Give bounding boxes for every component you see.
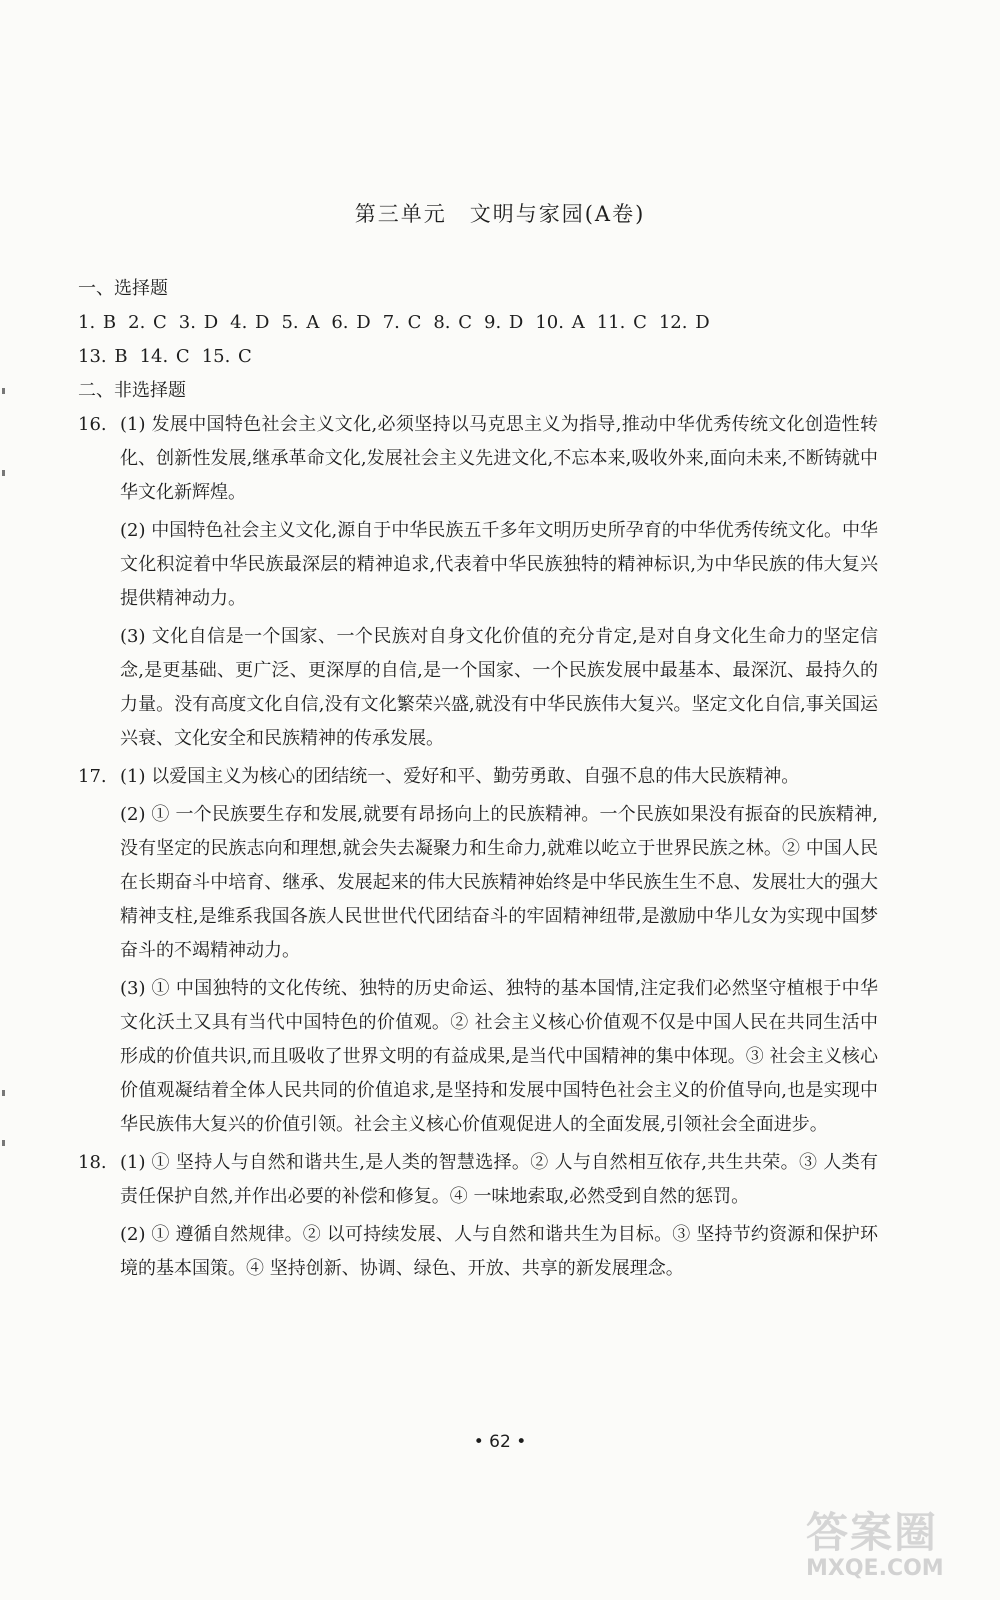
choice-answer: 3. D (178, 312, 219, 333)
scan-mark (2, 1090, 5, 1096)
choice-answer: 12. D (658, 312, 710, 333)
question-17 (78, 760, 878, 1146)
answer-part-2: (2) ① 遵循自然规律。② 以可持续发展、人与自然和谐共生为目标。③ 坚持节约资源和保护环境的基本国策。④ 坚持创新、协调、绿色、开放、共享的新发展理念。 (120, 1224, 878, 1279)
choice-answer: 4. D (230, 312, 270, 333)
choice-answer: 8. C (433, 312, 473, 333)
choice-answers-line-2 (78, 340, 878, 374)
answer-part-2: (2) ① 一个民族要生存和发展,就要有昂扬向上的民族精神。一个民族如果没有振奋的民族精神,没有坚定的民族志向和理想,就会失去凝聚力和生命力,就难以屹立于世界民族之林。② 中国人民在长期奋斗中培育、继承、发展起来的伟大民族精神始终是中华民族生生不息、发展壮大的强大精神支柱,是维系我国各族人民世世代代团结奋斗的牢固精神纽带,是激励中华儿女为实现中国梦奋斗的不竭精神动力。 (120, 804, 878, 961)
choice-answer: 10. A (535, 312, 585, 333)
choice-answer: 5. A (281, 312, 320, 333)
choice-answer: 7. C (382, 312, 422, 333)
question-number: 17. (78, 766, 107, 787)
choice-answer: 11. C (596, 312, 647, 333)
section-heading-multiple-choice: 一、选择题 (78, 278, 168, 299)
question-number: 16. (78, 414, 107, 435)
question-number: 18. (78, 1152, 107, 1173)
choice-answer: 2. C (128, 312, 167, 333)
watermark-url: MXQE.COM (806, 1556, 944, 1581)
scan-mark (2, 470, 5, 476)
answer-part-3: (3) 文化自信是一个国家、一个民族对自身文化价值的充分肯定,是对自身文化生命力的坚定信念,是更基础、更广泛、更深厚的自信,是一个国家、一个民族发展中最基本、最深沉、最持久的力量。没有高度文化自信,没有文化繁荣兴盛,就没有中华民族伟大复兴。坚定文化自信,事关国运兴衰、文化安全和民族精神的传承发展。 (120, 626, 878, 749)
answer-part-3: (3) ① 中国独特的文化传统、独特的历史命运、独特的基本国情,注定我们必然坚守植根于中华文化沃土又具有当代中国特色的价值观。② 社会主义核心价值观不仅是中国人民在共同生活中形成的价值共识,而且吸收了世界文明的有益成果,是当代中国精神的集中体现。③ 社会主义核心价值观凝结着全体人民共同的价值追求,是坚持和发展中国特色社会主义的价值导向,也是实现中华民族伟大复兴的价值引领。社会主义核心价值观促进人的全面发展,引领社会全面进步。 (120, 978, 878, 1135)
scan-mark (2, 388, 5, 394)
choice-answers-line-1 (78, 306, 878, 340)
section-heading-non-choice: 二、非选择题 (78, 380, 186, 401)
watermark-logo (806, 1500, 996, 1596)
question-body (120, 408, 878, 760)
page-number: • 62 • (473, 1432, 527, 1452)
choice-answer: 13. B (78, 346, 128, 367)
choice-answer: 14. C (139, 346, 190, 367)
choice-answer: 9. D (484, 312, 524, 333)
answer-content (78, 272, 878, 1290)
unit-title: 第三单元 文明与家园(A卷) (354, 202, 646, 226)
question-16 (78, 408, 878, 760)
choice-answer: 1. B (78, 312, 117, 333)
answer-part-1: (1) 以爱国主义为核心的团结统一、爱好和平、勤劳勇敢、自强不息的伟大民族精神。 (120, 766, 800, 787)
answer-part-2: (2) 中国特色社会主义文化,源自于中华民族五千多年文明历史所孕育的中华优秀传统文化。中华文化积淀着中华民族最深层的精神追求,代表着中华民族独特的精神标识,为中华民族的伟大复兴提供精神动力。 (120, 520, 878, 609)
answer-part-1: (1) 发展中国特色社会主义文化,必须坚持以马克思主义为指导,推动中华优秀传统文化创造性转化、创新性发展,继承革命文化,发展社会主义先进文化,不忘本来,吸收外来,面向未来,不断铸就中华文化新辉煌。 (120, 414, 878, 503)
question-body (120, 760, 878, 1146)
answer-part-1: (1) ① 坚持人与自然和谐共生,是人类的智慧选择。② 人与自然相互依存,共生共荣。③ 人类有责任保护自然,并作出必要的补偿和修复。④ 一味地索取,必然受到自然的惩罚。 (120, 1152, 878, 1207)
choice-answer: 15. C (201, 346, 252, 367)
question-body (120, 1146, 878, 1290)
scan-mark (2, 1140, 5, 1146)
watermark-text: 答案圈 (806, 1508, 939, 1557)
question-18 (78, 1146, 878, 1290)
choice-answer: 6. D (331, 312, 371, 333)
